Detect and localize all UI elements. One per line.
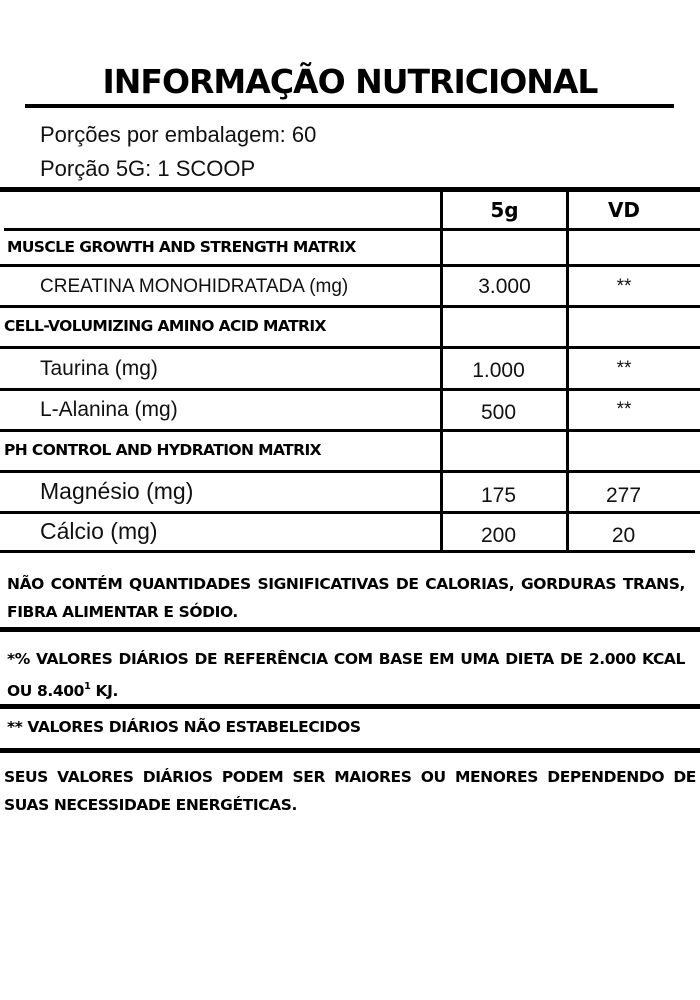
nutrient-name: Magnésio (mg) bbox=[40, 478, 194, 504]
nutrient-vd: 277 bbox=[605, 484, 642, 507]
nutrient-amount: 500 bbox=[480, 401, 517, 424]
nutrient-name: L-Alanina (mg) bbox=[40, 398, 178, 421]
nutrient-vd: ** bbox=[616, 399, 632, 420]
section-heading: MUSCLE GROWTH AND STRENGTH MATRIX bbox=[7, 237, 356, 256]
disclaimer-note: SEUS VALORES DIÁRIOS PODEM SER MAIORES OU MENORES DEPENDENDO DE SUAS NECESSIDADE ENERGÉTICAS. bbox=[4, 768, 696, 814]
nutrient-vd: ** bbox=[616, 275, 632, 297]
title-underline bbox=[25, 104, 674, 108]
nutrient-amount: 200 bbox=[480, 523, 517, 547]
reference-unit: KJ. bbox=[90, 682, 119, 700]
nutrient-amount: 1.000 bbox=[472, 359, 525, 382]
section-heading: PH CONTROL AND HYDRATION MATRIX bbox=[4, 441, 321, 460]
nutrient-vd: ** bbox=[616, 358, 632, 379]
nutrient-name: Cálcio (mg) bbox=[40, 517, 158, 544]
section-heading: CELL-VOLUMIZING AMINO ACID MATRIX bbox=[4, 317, 326, 336]
not-established-note: ** VALORES DIÁRIOS NÃO ESTABELECIDOS bbox=[7, 718, 361, 736]
footnote-marker: 1 bbox=[84, 681, 91, 692]
label-title: INFORMAÇÃO NUTRICIONAL bbox=[102, 62, 598, 101]
serving-size: Porção 5G: 1 SCOOP bbox=[40, 156, 256, 181]
servings-per-package: Porções por embalagem: 60 bbox=[40, 122, 317, 147]
reference-text: *% VALORES DIÁRIOS DE REFERÊNCIA COM BASE EM UMA DIETA DE 2.000 KCAL OU 8.400 bbox=[7, 650, 685, 700]
note-divider bbox=[0, 704, 700, 709]
nutrient-vd: 20 bbox=[611, 523, 636, 547]
note-divider bbox=[0, 627, 700, 632]
column-header-amount: 5g bbox=[490, 198, 519, 222]
nutrient-name: Taurina (mg) bbox=[40, 357, 158, 380]
not-significant-note: NÃO CONTÉM QUANTIDADES SIGNIFICATIVAS DE CALORIAS, GORDURAS TRANS, FIBRA ALIMENTAR E SÓDIO. bbox=[7, 575, 685, 621]
nutrient-amount: 3.000 bbox=[478, 274, 531, 298]
note-divider bbox=[0, 748, 700, 753]
nutrient-amount: 175 bbox=[480, 484, 517, 507]
column-header-vd: VD bbox=[607, 198, 641, 222]
reference-values-note bbox=[7, 645, 685, 705]
nutrient-name: CREATINA MONOHIDRATADA (mg) bbox=[40, 275, 349, 297]
